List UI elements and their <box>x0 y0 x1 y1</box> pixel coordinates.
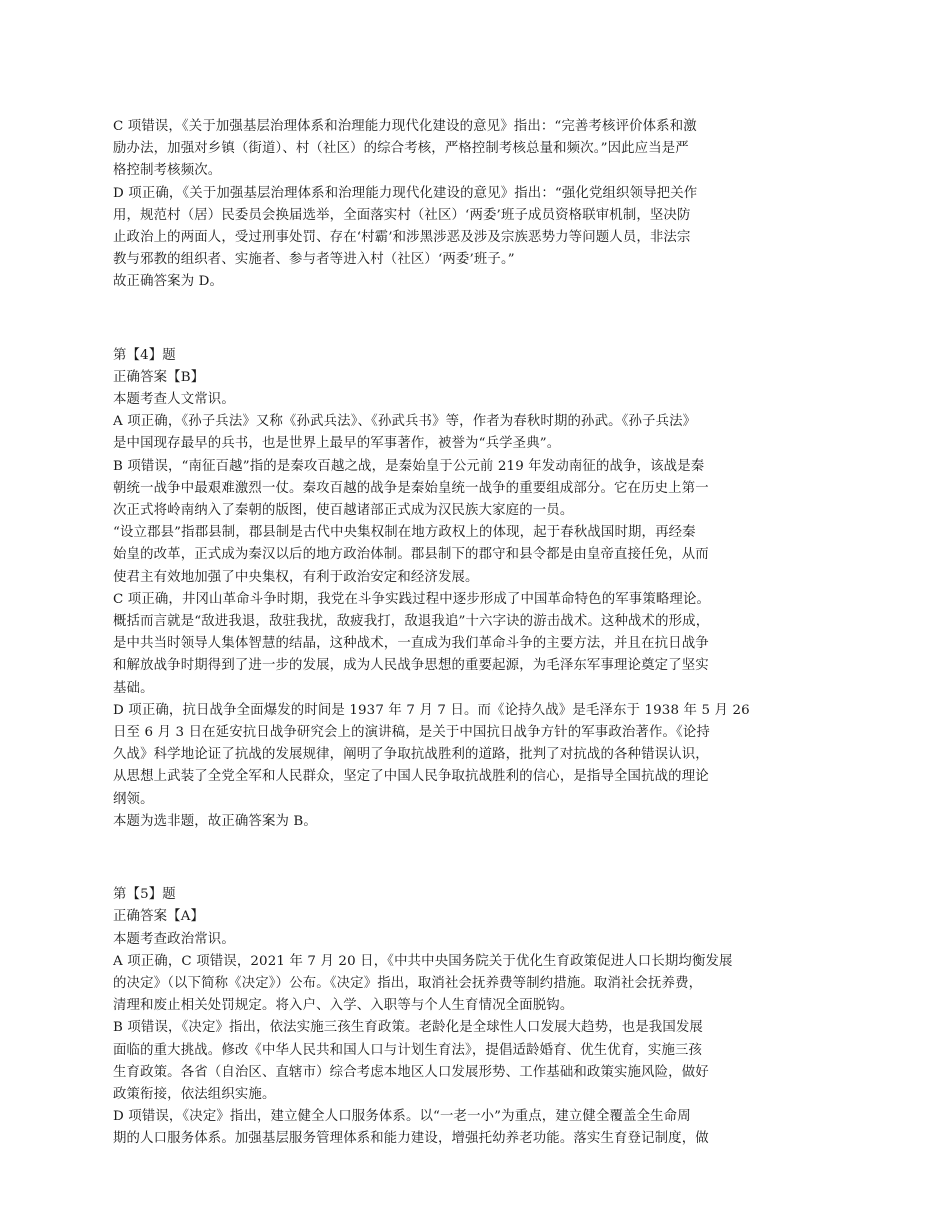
text-line: B 项错误，“南征百越”指的是秦攻百越之战，是秦始皇于公元前 219 年发动南征的战争，该战是秦 <box>113 458 705 474</box>
paragraph-b-explanation <box>113 456 843 523</box>
paragraph-c-explanation <box>113 589 843 700</box>
text-line: 是中共当时领导人集体智慧的结晶，这种战术，一直成为我们革命斗争的主要方法，并且在抗日战争 <box>113 636 709 652</box>
paragraph-topic <box>113 929 843 951</box>
text-line: 本题为选非题，故正确答案为 B。 <box>113 813 317 829</box>
correct-answer: 正确答案【A】 <box>113 909 205 925</box>
correct-answer: 正确答案【B】 <box>113 369 205 385</box>
text-line: 和解放战争时期得到了进一步的发展，成为人民战争思想的重要起源，为毛泽东军事理论奠定了坚实 <box>113 658 709 674</box>
text-line: 的决定》（以下简称《决定》）公布。《决定》指出，取消社会抚养费等制约措施。取消社会抚养费， <box>113 975 703 991</box>
text-line: 用，规范村（居）民委员会换届选举，全面落实村（社区）‘两委’班子成员资格联审机制，坚决防 <box>113 207 691 223</box>
text-line: 政策衔接，依法组织实施。 <box>113 1086 276 1102</box>
paragraph-c-explanation <box>113 116 843 183</box>
question-title: 第【4】题 <box>113 347 176 363</box>
text-line: 励办法，加强对乡镇（街道）、村（社区）的综合考核，严格控制考核总量和频次。”因此应当是严 <box>113 141 689 157</box>
text-line: 生育政策。各省（自治区、直辖市）综合考虑本地区人口发展形势、工作基础和政策实施风险，做好 <box>113 1064 709 1080</box>
text-line: D 项正确，抗日战争全面爆发的时间是 1937 年 7 月 7 日。而《论持久战》是毛泽东于 1938 年 5 月 26 <box>113 702 750 718</box>
text-line: 始皇的改革，正式成为秦汉以后的地方政治体制。郡县制下的郡守和县令都是由皇帝直接任免，从而 <box>113 547 709 563</box>
text-line: 从思想上武装了全党全军和人民群众，坚定了中国人民争取抗战胜利的信心，是指导全国抗战的理论 <box>113 769 709 785</box>
question-4-section <box>113 345 843 833</box>
text-line: 面临的重大挑战。修改《中华人民共和国人口与计划生育法》，提倡适龄婚育、优生优育，实施三孩 <box>113 1042 703 1058</box>
text-line: A 项正确，《孙子兵法》又称《孙武兵法》、《孙武兵书》等，作者为春秋时期的孙武。《孙子兵法》 <box>113 414 697 430</box>
text-line: 期的人口服务体系。加强基层服务管理体系和能力建设，增强托幼养老功能。落实生育登记制度，做 <box>113 1131 709 1147</box>
text-line: 使君主有效地加强了中央集权，有利于政治安定和经济发展。 <box>113 569 479 585</box>
text-line: 教与邪教的组织者、实施者、参与者等进入村（社区）‘两委’班子。” <box>113 252 515 268</box>
text-line: 本题考查政治常识。 <box>113 931 235 947</box>
paragraph-conclusion <box>113 271 843 293</box>
text-line: 基础。 <box>113 680 154 696</box>
paragraph-d-explanation <box>113 700 843 811</box>
text-line: 概括而言就是“敌进我退，敌驻我扰，敌疲我打，敌退我追”十六字诀的游击战术。这种战术的形成， <box>113 614 710 630</box>
paragraph-conclusion <box>113 811 843 833</box>
text-line: 日至 6 月 3 日在延安抗日战争研究会上的演讲稿，是关于中国抗日战争方针的军事政治著作。《论持 <box>113 725 710 741</box>
paragraph-d-explanation <box>113 183 843 272</box>
paragraph-b-detail <box>113 522 843 589</box>
text-line: 是中国现存最早的兵书，也是世界上最早的军事著作，被誉为“兵学圣典”。 <box>113 436 561 452</box>
document-page <box>113 116 843 1151</box>
text-line: 清理和废止相关处罚规定。将入户、入学、入职等与个人生育情况全面脱钩。 <box>113 998 574 1014</box>
section-spacer <box>113 294 843 345</box>
text-line: B 项错误，《决定》指出，依法实施三孩生育政策。老龄化是全球性人口发展大趋势，也是我国发展 <box>113 1020 703 1036</box>
text-line: 止政治上的两面人，受过刑事处罚、存在‘村霸’和涉黑涉恶及涉及宗族恶势力等问题人员，非法宗 <box>113 230 691 246</box>
text-line: C 项正确，井冈山革命斗争时期，我党在斗争实践过程中逐步形成了中国革命特色的军事策略理论。 <box>113 591 711 607</box>
question-5-section <box>113 884 843 1150</box>
text-line: 故正确答案为 D。 <box>113 274 224 290</box>
text-line: D 项错误，《决定》指出，建立健全人口服务体系。以“一老一小”为重点，建立健全覆盖全生命周 <box>113 1109 691 1125</box>
text-line: A 项正确，C 项错误，2021 年 7 月 20 日，《中共中央国务院关于优化生育政策促进人口长期均衡发展 <box>113 953 733 969</box>
paragraph-topic <box>113 389 843 411</box>
text-line: 朝统一战争中最艰难激烈一仗。秦攻百越的战争是秦始皇统一战争的重要组成部分。它在历史上第一 <box>113 480 709 496</box>
text-line: D 项正确，《关于加强基层治理体系和治理能力现代化建设的意见》指出：“强化党组织领导把关作 <box>113 185 698 201</box>
paragraph-b-explanation <box>113 1017 843 1106</box>
paragraph-a-explanation <box>113 411 843 455</box>
text-line: 次正式将岭南纳入了秦朝的版图，使百越诸部正式成为汉民族大家庭的一员。 <box>113 503 574 519</box>
paragraph-d-explanation <box>113 1106 843 1150</box>
text-line: 格控制考核频次。 <box>113 163 222 179</box>
question-title: 第【5】题 <box>113 887 176 903</box>
section-spacer <box>113 833 843 884</box>
text-line: 久战》科学地论证了抗战的发展规律，阐明了争取抗战胜利的道路，批判了对抗战的各种错误认识， <box>113 747 709 763</box>
text-line: C 项错误，《关于加强基层治理体系和治理能力现代化建设的意见》指出：“完善考核评价体系和激 <box>113 119 697 134</box>
text-line: 纲领。 <box>113 791 154 807</box>
section-prev-answer-explanation <box>113 116 843 294</box>
text-line: 本题考查人文常识。 <box>113 392 235 408</box>
text-line: “设立郡县”指郡县制，郡县制是古代中央集权制在地方政权上的体现，起于春秋战国时期，再经秦 <box>113 525 696 541</box>
paragraph-a-explanation <box>113 951 843 1018</box>
